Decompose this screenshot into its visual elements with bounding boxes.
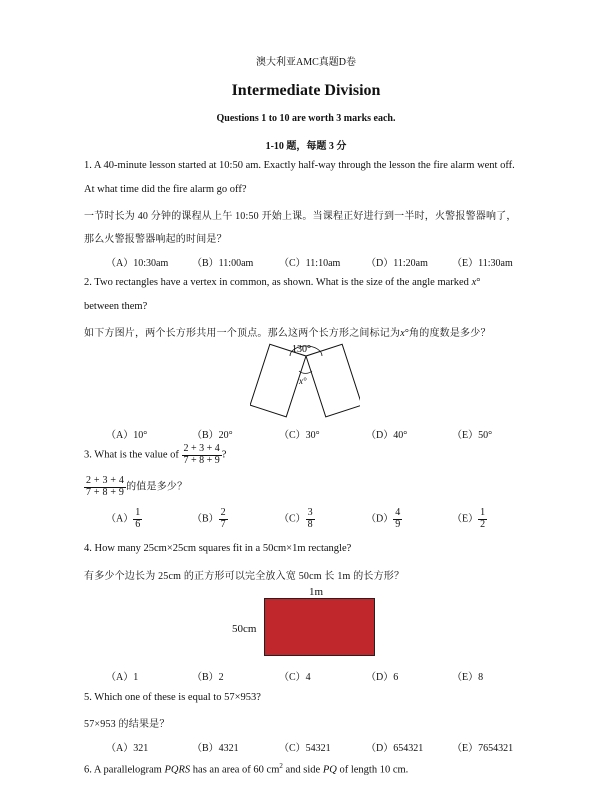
page-title: Intermediate Division xyxy=(231,82,381,99)
q4-text: 4. How many 25cm×25cm squares fit in a 50cm×1m rectangle? xyxy=(84,543,352,554)
q5-option-d: （D）654321 xyxy=(366,743,424,754)
q1-option-d: （D）11:20am xyxy=(366,258,428,269)
q4-option-b: （B）2 xyxy=(192,672,224,683)
angle-130-label: 130° xyxy=(292,344,311,355)
q3-option-a: （A） $\frac{1}{6}$ xyxy=(106,507,141,530)
q3-cn-fraction: $\frac{2 + 3 + 4}{7 + 8 + 9}$ xyxy=(86,475,125,498)
q1-text-line1: 1. A 40-minute lesson started at 10:50 am. Exactly half-way through the lesson the fire alarm went off. xyxy=(84,160,515,171)
q4-cn-line: 有多少个边长为 25cm 的正方形可以完全放入宽 50cm 长 1m 的长方形？ xyxy=(84,571,405,582)
marks-note-cn: 1-10 题，每题 3 分 xyxy=(265,141,347,152)
q1-text-line2: At what time did the fire alarm go off? xyxy=(84,184,247,195)
q2-option-b: （B）20° xyxy=(192,430,233,441)
q4-option-c: （C）4 xyxy=(279,672,311,683)
q4-option-d: （D）6 xyxy=(366,672,399,683)
q1-option-a: （A）10:30am xyxy=(106,258,169,269)
q1-option-e: （E）11:30am xyxy=(452,258,513,269)
q2-option-a: （A）10° xyxy=(106,430,148,441)
right-rectangle xyxy=(306,344,360,417)
rect-height-label: 50cm xyxy=(232,623,257,635)
angle-x-label: x° xyxy=(299,376,307,386)
q2-option-e: （E）50° xyxy=(452,430,493,441)
left-rectangle xyxy=(250,344,306,417)
q5-cn-line: 57×953 的结果是？ xyxy=(84,719,170,730)
rectangles-diagram xyxy=(250,340,360,425)
q2-option-d: （D）40° xyxy=(366,430,408,441)
q3-cn-line: $\frac{2 + 3 + 4}{7 + 8 + 9}$ 的值是多少？ xyxy=(86,475,188,498)
q2-text-line1: 2. Two rectangles have a vertex in common, as shown. What is the size of the angle marked x° xyxy=(84,277,481,288)
red-rectangle xyxy=(264,598,375,656)
q5-option-a: （A）321 xyxy=(106,743,149,754)
q5-option-e: （E）7654321 xyxy=(452,743,514,754)
marks-note-en: Questions 1 to 10 are worth 3 marks each. xyxy=(216,113,396,124)
q3-option-d: （D） $\frac{4}{9}$ xyxy=(366,507,401,530)
q5-option-b: （B）4321 xyxy=(192,743,239,754)
q3-option-e: （E） $\frac{1}{2}$ xyxy=(452,507,486,530)
q1-option-b: （B）11:00am xyxy=(192,258,254,269)
q2-text-line2: between them? xyxy=(84,301,148,312)
q2-cn-line: 如下方图片，两个长方形共用一个顶点。那么这两个长方形之间标记为x°角的度数是多少？ xyxy=(84,328,491,339)
q2-option-c: （C）30° xyxy=(279,430,320,441)
q5-option-c: （C）54321 xyxy=(279,743,331,754)
q3-fraction: $\frac{2 + 3 + 4}{7 + 8 + 9}$ xyxy=(183,443,220,466)
q4-option-a: （A）1 xyxy=(106,672,139,683)
q1-cn-line2: 那么火警报警器响起的时间是？ xyxy=(84,234,227,245)
q6-text: 6. A parallelogram PQRS has an area of 60 $cm^2$ and side PQ of length 10 cm. xyxy=(84,762,409,776)
q1-cn-line1: 一节时长为 40 分钟的课程从上午 10:50 开始上课。当课程正好进行到一半时，火警报警器响了， xyxy=(84,211,517,222)
q3-option-b: （B） $\frac{2}{7}$ xyxy=(192,507,226,530)
rect-width-label: 1m xyxy=(309,586,324,598)
q5-text: 5. Which one of these is equal to 57×953? xyxy=(84,692,261,703)
q3-option-c: （C） $\frac{3}{8}$ xyxy=(279,507,313,530)
paper-subtitle: 澳大利亚AMC真题D卷 xyxy=(255,57,356,68)
q4-option-e: （E）8 xyxy=(452,672,484,683)
q1-option-c: （C）11:10am xyxy=(279,258,341,269)
q3-text: 3. What is the value of $\frac{2 + 3 + 4}{7 + 8 + 9}$ ? xyxy=(84,443,227,466)
